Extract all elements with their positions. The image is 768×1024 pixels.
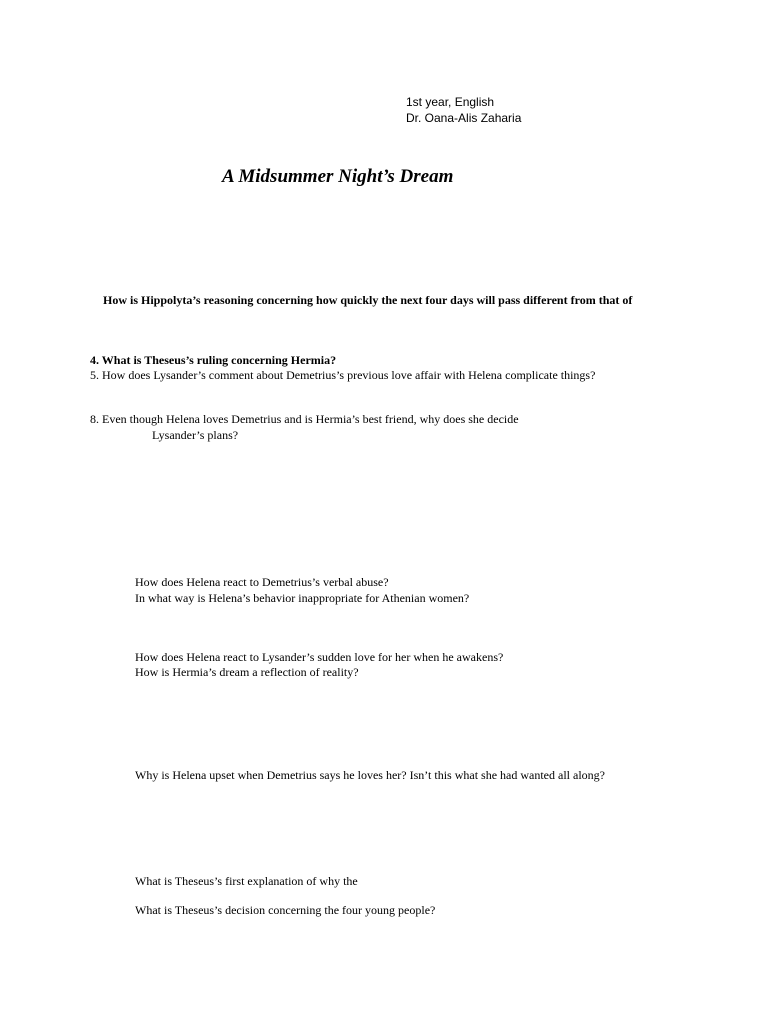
instructor-name: Dr. Oana-Alis Zaharia	[406, 111, 522, 125]
question-dream: How is Hermia’s dream a reflection of reality?	[135, 665, 359, 679]
question-8-line-1: 8. Even though Helena loves Demetrius and is Hermia’s best friend, why does she decide	[90, 412, 519, 426]
question-upset: Why is Helena upset when Demetrius says he loves her? Isn’t this what she had wanted all along?	[135, 768, 605, 782]
question-5: 5. How does Lysander’s comment about Demetrius’s previous love affair with Helena complicate things?	[90, 368, 596, 382]
question-behavior: In what way is Helena’s behavior inappropriate for Athenian women?	[135, 591, 470, 605]
question-8-line-2: Lysander’s plans?	[152, 428, 239, 442]
question-hippolyta-reasoning: How is Hippolyta’s reasoning concerning how quickly the next four days will pass different from that of	[103, 293, 633, 307]
question-sudden-love: How does Helena react to Lysander’s sudden love for her when he awakens?	[135, 650, 504, 664]
course-label: 1st year, English	[406, 95, 495, 109]
question-first-explanation: What is Theseus’s first explanation of why the	[135, 874, 358, 888]
document-title: A Midsummer Night’s Dream	[222, 166, 454, 187]
question-decision: What is Theseus’s decision concerning the four young people?	[135, 903, 436, 917]
question-4: 4. What is Theseus’s ruling concerning Hermia?	[90, 353, 337, 367]
question-verbal-abuse: How does Helena react to Demetrius’s verbal abuse?	[135, 575, 389, 589]
